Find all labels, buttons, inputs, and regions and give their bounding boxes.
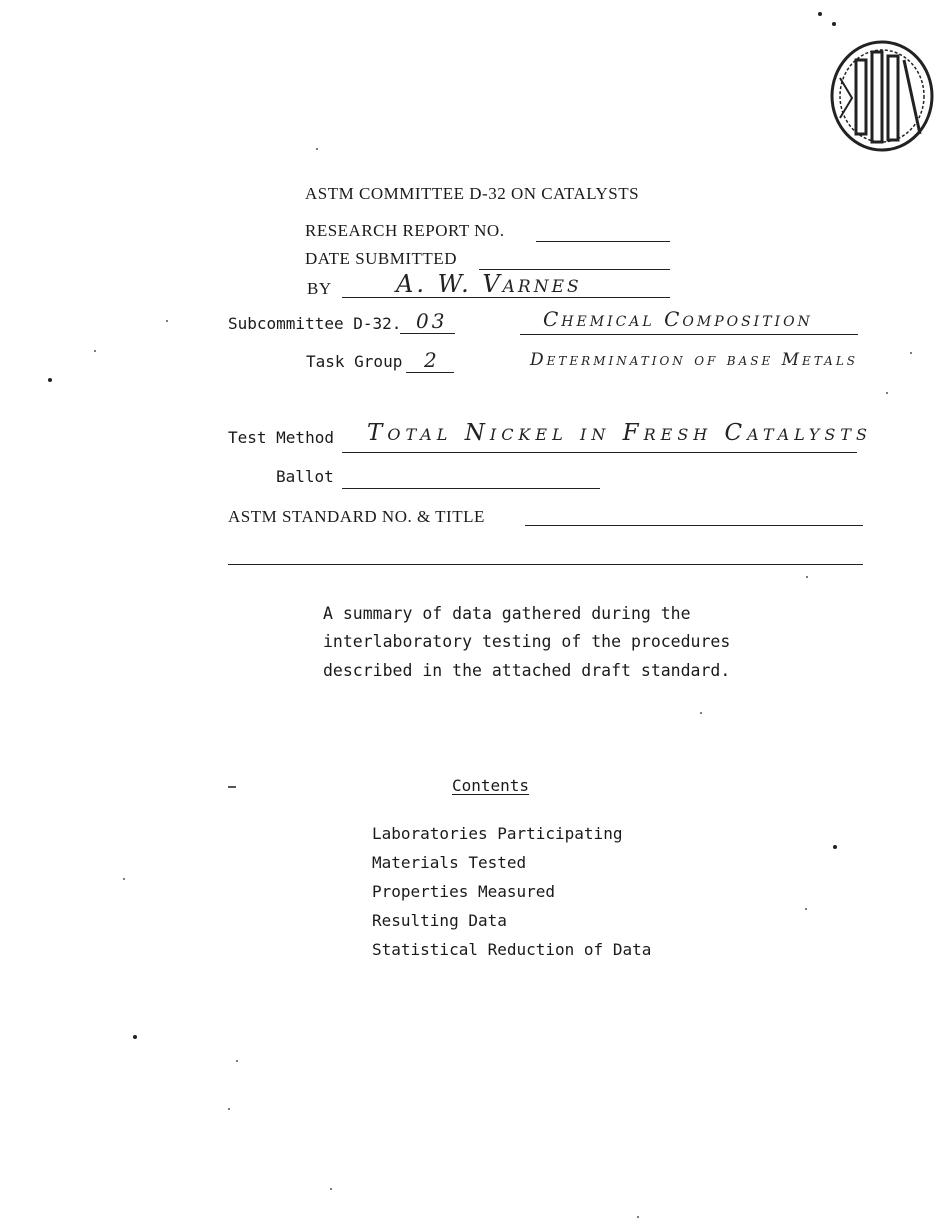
report-number-label: RESEARCH REPORT NO.: [305, 221, 505, 240]
committee-title: ASTM COMMITTEE D-32 ON CATALYSTS: [305, 184, 640, 203]
test-method-value: Total Nickel in Fresh Catalysts: [367, 420, 872, 446]
ballot-field: [342, 488, 600, 489]
task-group-name: Determination of base Metals: [530, 350, 859, 370]
scan-speck: [805, 908, 807, 910]
contents-item: Materials Tested: [372, 853, 527, 872]
subcommittee-name-field: [520, 334, 858, 335]
standard-label: ASTM STANDARD NO. & TITLE: [228, 507, 485, 526]
summary-line-1: A summary of data gathered during the: [323, 604, 691, 623]
scan-speck: [123, 878, 125, 880]
contents-item: Laboratories Participating: [372, 824, 623, 843]
scan-speck: [228, 1108, 230, 1110]
astm-logo-icon: [826, 38, 938, 154]
contents-item: Statistical Reduction of Data: [372, 940, 652, 959]
scan-speck: [637, 1216, 639, 1218]
ballot-label: Ballot: [276, 467, 334, 486]
scan-speck: [700, 712, 702, 714]
summary-line-3: described in the attached draft standard.: [323, 661, 731, 680]
scan-speck: [228, 786, 236, 788]
scan-speck: [818, 12, 822, 16]
date-submitted-label: DATE SUBMITTED: [305, 249, 457, 268]
scan-speck: [48, 378, 52, 382]
scan-speck: [886, 392, 888, 394]
task-group-label: Task Group: [306, 352, 403, 371]
scan-speck: [166, 320, 168, 322]
subcommittee-number: 03: [416, 309, 448, 333]
summary-line-2: interlaboratory testing of the procedures: [323, 632, 731, 651]
scan-speck: [806, 576, 808, 578]
scan-speck: [833, 845, 837, 849]
task-group-number: 2: [424, 348, 440, 372]
report-number-field: [536, 241, 670, 242]
scan-speck: [236, 1060, 238, 1062]
scan-speck: [316, 148, 318, 150]
scan-speck: [330, 1188, 332, 1190]
by-label: BY: [307, 279, 332, 298]
standard-field: [525, 525, 863, 526]
scan-speck: [910, 352, 912, 354]
scan-speck: [832, 22, 836, 26]
contents-item: Resulting Data: [372, 911, 507, 930]
test-method-label: Test Method: [228, 428, 334, 447]
subcommittee-name: Chemical Composition: [543, 307, 813, 331]
subcommittee-label: Subcommittee D-32.: [228, 314, 402, 333]
standard-title-line: [228, 564, 863, 565]
by-handwritten-name: A. W. Varnes: [396, 270, 582, 298]
scan-speck: [133, 1035, 137, 1039]
contents-heading: Contents: [452, 776, 530, 795]
test-method-field: [342, 452, 857, 453]
scan-speck: [94, 350, 96, 352]
task-group-number-field: [406, 372, 454, 373]
subcommittee-number-field: [400, 333, 455, 334]
by-field: [342, 297, 670, 298]
contents-item: Properties Measured: [372, 882, 556, 901]
